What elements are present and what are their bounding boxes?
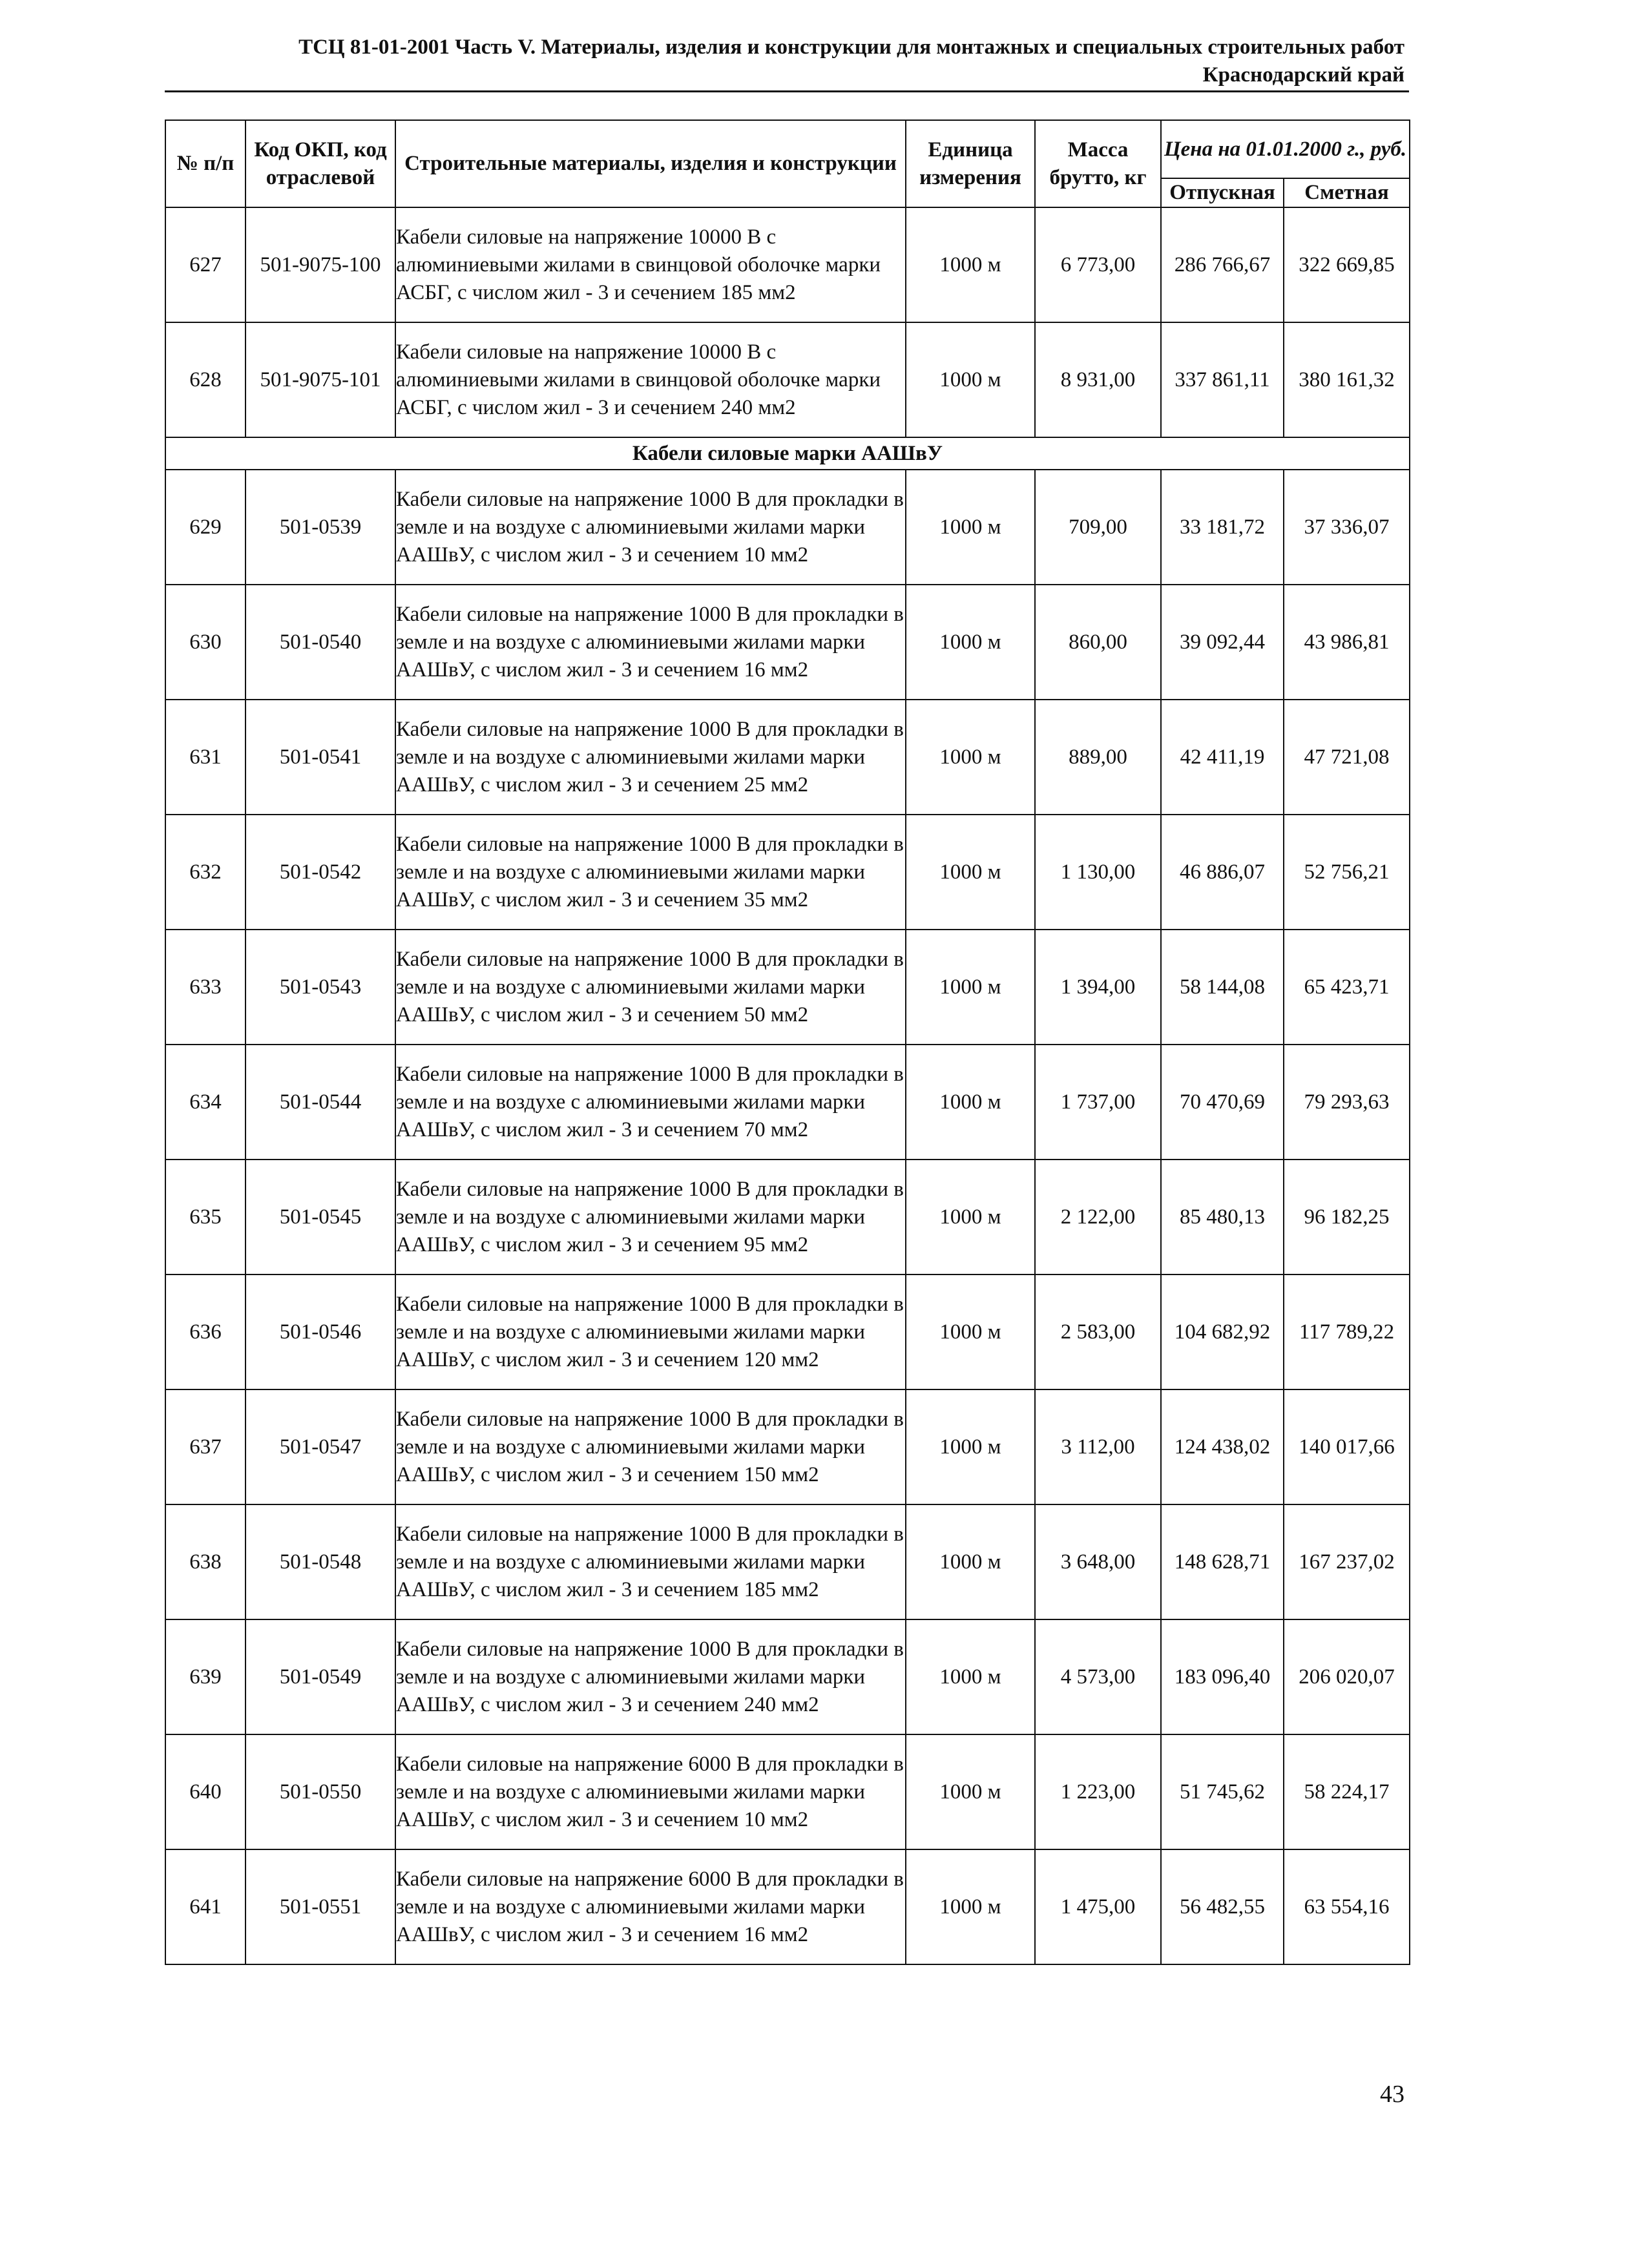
row-unit: 1000 м xyxy=(906,1160,1035,1274)
row-code: 501-0540 xyxy=(245,585,395,700)
row-unit: 1000 м xyxy=(906,207,1035,322)
row-price-estimate: 117 789,22 xyxy=(1284,1274,1410,1389)
row-mass: 8 931,00 xyxy=(1035,322,1161,437)
row-code: 501-0549 xyxy=(245,1619,395,1734)
row-price-release: 42 411,19 xyxy=(1161,700,1284,815)
row-number: 633 xyxy=(165,930,245,1045)
table-row xyxy=(165,815,1410,930)
row-code: 501-9075-100 xyxy=(245,207,395,322)
row-number: 638 xyxy=(165,1504,245,1619)
row-price-estimate: 96 182,25 xyxy=(1284,1160,1410,1274)
row-name: Кабели силовые на напряжение 1000 В для прокладки в земле и на воздухе с алюминиевыми жилами марки ААШвУ, с числом жил - 3 и сечением 25 мм2 xyxy=(395,700,906,815)
row-name: Кабели силовые на напряжение 10000 В с алюминиевыми жилами в свинцовой оболочке марки АСБГ, с числом жил - 3 и сечением 240 мм2 xyxy=(395,322,906,437)
row-number: 636 xyxy=(165,1274,245,1389)
row-unit: 1000 м xyxy=(906,1619,1035,1734)
row-price-release: 56 482,55 xyxy=(1161,1849,1284,1964)
row-number: 631 xyxy=(165,700,245,815)
row-mass: 889,00 xyxy=(1035,700,1161,815)
row-code: 501-9075-101 xyxy=(245,322,395,437)
table-row xyxy=(165,322,1410,437)
row-unit: 1000 м xyxy=(906,1045,1035,1160)
row-mass: 1 475,00 xyxy=(1035,1849,1161,1964)
row-number: 629 xyxy=(165,470,245,585)
table-row xyxy=(165,470,1410,585)
row-price-estimate: 65 423,71 xyxy=(1284,930,1410,1045)
row-price-release: 33 181,72 xyxy=(1161,470,1284,585)
row-name: Кабели силовые на напряжение 1000 В для прокладки в земле и на воздухе с алюминиевыми жилами марки ААШвУ, с числом жил - 3 и сечением 185 мм2 xyxy=(395,1504,906,1619)
table-row xyxy=(165,1389,1410,1504)
row-name: Кабели силовые на напряжение 6000 В для прокладки в земле и на воздухе с алюминиевыми жилами марки ААШвУ, с числом жил - 3 и сечением 10 мм2 xyxy=(395,1734,906,1849)
row-mass: 860,00 xyxy=(1035,585,1161,700)
row-number: 635 xyxy=(165,1160,245,1274)
row-number: 634 xyxy=(165,1045,245,1160)
table-body xyxy=(165,207,1410,1964)
row-price-release: 39 092,44 xyxy=(1161,585,1284,700)
row-unit: 1000 м xyxy=(906,815,1035,930)
row-price-estimate: 58 224,17 xyxy=(1284,1734,1410,1849)
row-code: 501-0547 xyxy=(245,1389,395,1504)
row-mass: 6 773,00 xyxy=(1035,207,1161,322)
row-code: 501-0543 xyxy=(245,930,395,1045)
row-price-estimate: 206 020,07 xyxy=(1284,1619,1410,1734)
table-row xyxy=(165,930,1410,1045)
row-mass: 3 648,00 xyxy=(1035,1504,1161,1619)
table-row xyxy=(165,1734,1410,1849)
row-number: 639 xyxy=(165,1619,245,1734)
header-divider xyxy=(165,90,1409,92)
row-price-estimate: 167 237,02 xyxy=(1284,1504,1410,1619)
col-header-num: № п/п xyxy=(165,120,245,207)
row-unit: 1000 м xyxy=(906,1504,1035,1619)
row-price-estimate: 380 161,32 xyxy=(1284,322,1410,437)
section-row xyxy=(165,437,1410,470)
col-header-price-release: Отпускная xyxy=(1161,178,1284,207)
row-code: 501-0544 xyxy=(245,1045,395,1160)
row-unit: 1000 м xyxy=(906,1849,1035,1964)
row-mass: 3 112,00 xyxy=(1035,1389,1161,1504)
row-name: Кабели силовые на напряжение 1000 В для прокладки в земле и на воздухе с алюминиевыми жилами марки ААШвУ, с числом жил - 3 и сечением 95 мм2 xyxy=(395,1160,906,1274)
row-price-release: 85 480,13 xyxy=(1161,1160,1284,1274)
row-price-estimate: 322 669,85 xyxy=(1284,207,1410,322)
row-mass: 709,00 xyxy=(1035,470,1161,585)
row-code: 501-0541 xyxy=(245,700,395,815)
row-name: Кабели силовые на напряжение 6000 В для прокладки в земле и на воздухе с алюминиевыми жилами марки ААШвУ, с числом жил - 3 и сечением 16 мм2 xyxy=(395,1849,906,1964)
row-name: Кабели силовые на напряжение 1000 В для прокладки в земле и на воздухе с алюминиевыми жилами марки ААШвУ, с числом жил - 3 и сечением 10 мм2 xyxy=(395,470,906,585)
row-mass: 1 737,00 xyxy=(1035,1045,1161,1160)
row-price-release: 46 886,07 xyxy=(1161,815,1284,930)
row-name: Кабели силовые на напряжение 1000 В для прокладки в земле и на воздухе с алюминиевыми жилами марки ААШвУ, с числом жил - 3 и сечением 240 мм2 xyxy=(395,1619,906,1734)
table-row xyxy=(165,207,1410,322)
row-name: Кабели силовые на напряжение 1000 В для прокладки в земле и на воздухе с алюминиевыми жилами марки ААШвУ, с числом жил - 3 и сечением 70 мм2 xyxy=(395,1045,906,1160)
row-name: Кабели силовые на напряжение 1000 В для прокладки в земле и на воздухе с алюминиевыми жилами марки ААШвУ, с числом жил - 3 и сечением 35 мм2 xyxy=(395,815,906,930)
row-name: Кабели силовые на напряжение 1000 В для прокладки в земле и на воздухе с алюминиевыми жилами марки ААШвУ, с числом жил - 3 и сечением 120 мм2 xyxy=(395,1274,906,1389)
row-number: 630 xyxy=(165,585,245,700)
row-code: 501-0545 xyxy=(245,1160,395,1274)
table-row xyxy=(165,585,1410,700)
row-unit: 1000 м xyxy=(906,1274,1035,1389)
row-mass: 1 130,00 xyxy=(1035,815,1161,930)
table-row xyxy=(165,1504,1410,1619)
row-number: 632 xyxy=(165,815,245,930)
row-price-release: 183 096,40 xyxy=(1161,1619,1284,1734)
row-price-estimate: 43 986,81 xyxy=(1284,585,1410,700)
col-header-unit: Единица измерения xyxy=(906,120,1035,207)
row-code: 501-0551 xyxy=(245,1849,395,1964)
row-unit: 1000 м xyxy=(906,470,1035,585)
row-name: Кабели силовые на напряжение 1000 В для прокладки в земле и на воздухе с алюминиевыми жилами марки ААШвУ, с числом жил - 3 и сечением 16 мм2 xyxy=(395,585,906,700)
row-price-estimate: 47 721,08 xyxy=(1284,700,1410,815)
row-code: 501-0548 xyxy=(245,1504,395,1619)
row-price-estimate: 37 336,07 xyxy=(1284,470,1410,585)
row-price-release: 124 438,02 xyxy=(1161,1389,1284,1504)
row-number: 641 xyxy=(165,1849,245,1964)
row-mass: 1 223,00 xyxy=(1035,1734,1161,1849)
row-unit: 1000 м xyxy=(906,1734,1035,1849)
row-unit: 1000 м xyxy=(906,322,1035,437)
table-row xyxy=(165,1849,1410,1964)
col-header-price: Цена на 01.01.2000 г., руб. xyxy=(1161,120,1410,178)
header-title: ТСЦ 81-01-2001 Часть V. Материалы, изделия и конструкции для монтажных и специальных строительных работ xyxy=(298,36,1405,59)
row-price-release: 51 745,62 xyxy=(1161,1734,1284,1849)
row-mass: 2 122,00 xyxy=(1035,1160,1161,1274)
row-mass: 1 394,00 xyxy=(1035,930,1161,1045)
col-header-code: Код ОКП, код отраслевой xyxy=(245,120,395,207)
row-price-estimate: 63 554,16 xyxy=(1284,1849,1410,1964)
row-number: 640 xyxy=(165,1734,245,1849)
table-row xyxy=(165,1160,1410,1274)
row-price-release: 58 144,08 xyxy=(1161,930,1284,1045)
row-price-estimate: 52 756,21 xyxy=(1284,815,1410,930)
row-number: 627 xyxy=(165,207,245,322)
row-unit: 1000 м xyxy=(906,930,1035,1045)
row-price-release: 148 628,71 xyxy=(1161,1504,1284,1619)
header-region: Краснодарский край xyxy=(1202,63,1405,87)
table-row xyxy=(165,1619,1410,1734)
table-row xyxy=(165,1045,1410,1160)
col-header-price-estimate: Сметная xyxy=(1284,178,1410,207)
row-number: 637 xyxy=(165,1389,245,1504)
col-header-name: Строительные материалы, изделия и конструкции xyxy=(395,120,906,207)
row-mass: 2 583,00 xyxy=(1035,1274,1161,1389)
row-price-estimate: 140 017,66 xyxy=(1284,1389,1410,1504)
price-table xyxy=(165,120,1410,1965)
row-unit: 1000 м xyxy=(906,700,1035,815)
table-row xyxy=(165,1274,1410,1389)
row-price-estimate: 79 293,63 xyxy=(1284,1045,1410,1160)
section-title: Кабели силовые марки ААШвУ xyxy=(165,437,1410,470)
row-code: 501-0542 xyxy=(245,815,395,930)
row-price-release: 104 682,92 xyxy=(1161,1274,1284,1389)
row-code: 501-0539 xyxy=(245,470,395,585)
row-unit: 1000 м xyxy=(906,1389,1035,1504)
row-code: 501-0550 xyxy=(245,1734,395,1849)
row-code: 501-0546 xyxy=(245,1274,395,1389)
row-name: Кабели силовые на напряжение 1000 В для прокладки в земле и на воздухе с алюминиевыми жилами марки ААШвУ, с числом жил - 3 и сечением 150 мм2 xyxy=(395,1389,906,1504)
table-row xyxy=(165,700,1410,815)
row-name: Кабели силовые на напряжение 10000 В с алюминиевыми жилами в свинцовой оболочке марки АСБГ, с числом жил - 3 и сечением 185 мм2 xyxy=(395,207,906,322)
row-mass: 4 573,00 xyxy=(1035,1619,1161,1734)
row-name: Кабели силовые на напряжение 1000 В для прокладки в земле и на воздухе с алюминиевыми жилами марки ААШвУ, с числом жил - 3 и сечением 50 мм2 xyxy=(395,930,906,1045)
row-number: 628 xyxy=(165,322,245,437)
col-header-mass: Масса брутто, кг xyxy=(1035,120,1161,207)
page-number: 43 xyxy=(1380,2081,1405,2108)
row-price-release: 70 470,69 xyxy=(1161,1045,1284,1160)
row-price-release: 337 861,11 xyxy=(1161,322,1284,437)
row-unit: 1000 м xyxy=(906,585,1035,700)
row-price-release: 286 766,67 xyxy=(1161,207,1284,322)
